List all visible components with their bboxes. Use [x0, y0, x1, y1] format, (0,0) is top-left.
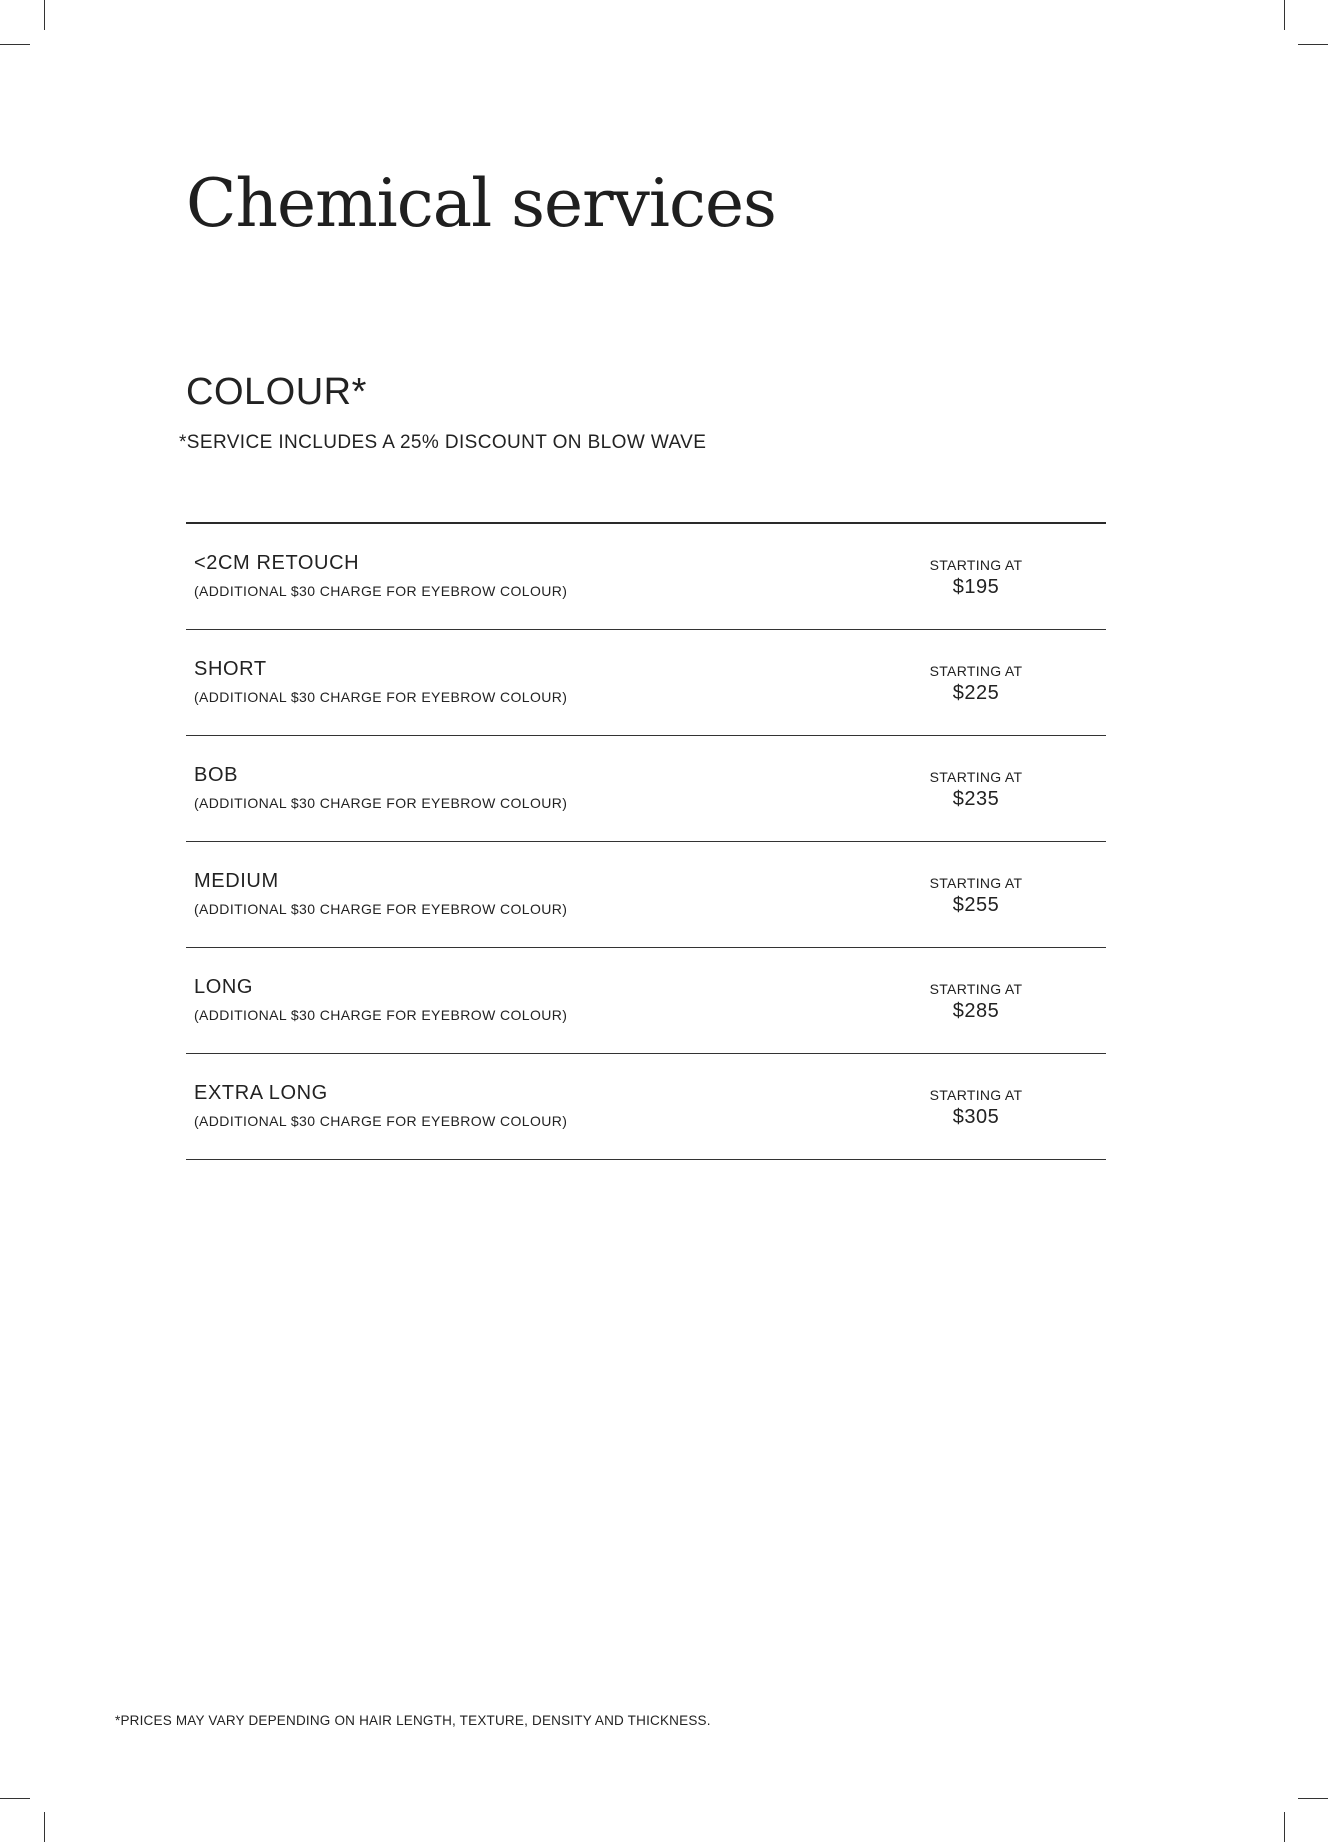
price-row-short — [186, 630, 1106, 736]
crop-mark-bottom-left-vertical — [44, 1812, 45, 1842]
service-name: BOB — [194, 764, 239, 786]
service-note: (ADDITIONAL $30 CHARGE FOR EYEBROW COLOUR) — [194, 1007, 568, 1023]
price-prefix: STARTING AT — [929, 769, 1023, 785]
price-block — [916, 875, 1036, 917]
service-name: SHORT — [194, 658, 267, 680]
crop-mark-bottom-left-horizontal — [0, 1798, 30, 1799]
price-value: $195 — [952, 576, 1000, 598]
service-name: <2CM RETOUCH — [194, 552, 360, 574]
price-row-retouch — [186, 524, 1106, 630]
price-block — [916, 981, 1036, 1023]
price-row-medium — [186, 842, 1106, 948]
crop-mark-top-right-horizontal — [1298, 44, 1328, 45]
price-prefix: STARTING AT — [929, 875, 1023, 891]
price-block — [916, 557, 1036, 599]
footer-disclaimer: *PRICES MAY VARY DEPENDING ON HAIR LENGTH, TEXTURE, DENSITY AND THICKNESS. — [115, 1713, 711, 1728]
price-prefix: STARTING AT — [929, 1087, 1023, 1103]
service-name: MEDIUM — [194, 870, 279, 892]
crop-mark-bottom-right-horizontal — [1298, 1798, 1328, 1799]
price-block — [916, 663, 1036, 705]
crop-mark-top-left-horizontal — [0, 44, 30, 45]
price-block — [916, 1087, 1036, 1129]
price-prefix: STARTING AT — [929, 557, 1023, 573]
page-title: Chemical services — [186, 165, 776, 242]
crop-mark-bottom-right-vertical — [1284, 1812, 1285, 1842]
section-heading-colour: COLOUR* — [186, 371, 367, 413]
service-name: LONG — [194, 976, 254, 998]
price-value: $235 — [952, 788, 1000, 810]
price-row-extra-long — [186, 1054, 1106, 1160]
service-note: (ADDITIONAL $30 CHARGE FOR EYEBROW COLOUR) — [194, 1113, 568, 1129]
price-value: $285 — [952, 1000, 1000, 1022]
price-prefix: STARTING AT — [929, 663, 1023, 679]
price-table — [186, 522, 1106, 1160]
crop-mark-top-right-vertical — [1284, 0, 1285, 30]
service-note: (ADDITIONAL $30 CHARGE FOR EYEBROW COLOUR) — [194, 795, 568, 811]
price-value: $305 — [952, 1106, 1000, 1128]
price-value: $225 — [952, 682, 1000, 704]
price-block — [916, 769, 1036, 811]
price-prefix: STARTING AT — [929, 981, 1023, 997]
price-row-long — [186, 948, 1106, 1054]
service-note: (ADDITIONAL $30 CHARGE FOR EYEBROW COLOUR) — [194, 901, 568, 917]
service-name: EXTRA LONG — [194, 1082, 328, 1104]
crop-mark-top-left-vertical — [44, 0, 45, 30]
service-note: (ADDITIONAL $30 CHARGE FOR EYEBROW COLOUR) — [194, 689, 568, 705]
price-row-bob — [186, 736, 1106, 842]
section-note: *SERVICE INCLUDES A 25% DISCOUNT ON BLOW WAVE — [179, 432, 707, 453]
price-value: $255 — [952, 894, 1000, 916]
service-note: (ADDITIONAL $30 CHARGE FOR EYEBROW COLOUR) — [194, 583, 568, 599]
